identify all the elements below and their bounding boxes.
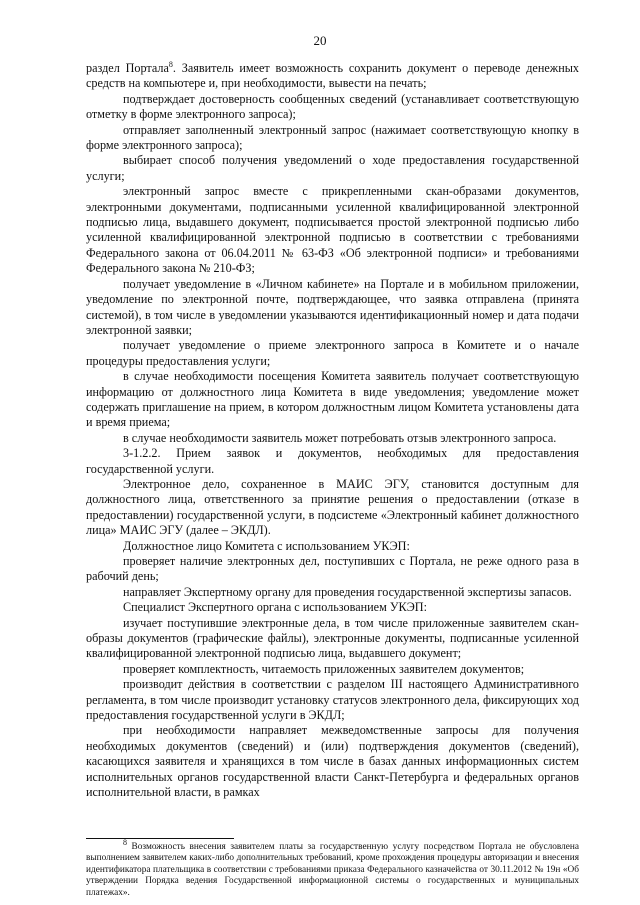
paragraph-4: выбирает способ получения уведомлений о ходе предоставления государственной услуги; (86, 153, 579, 183)
page-number: 20 (313, 33, 327, 48)
paragraph-16: изучает поступившие электронные дела, в том числе приложенные заявителем скан-образы документов (графические файлы), электронные документы, подписанные усиленной квалифицированной электронной подписью лица, выдавшего документ; (86, 615, 579, 661)
paragraph-3: отправляет заполненный электронный запрос (нажимает соответствующую кнопку в форме электронного запроса); (86, 122, 579, 153)
footnote-marker: 8 (123, 837, 127, 847)
footnote-reference: 8 (168, 59, 173, 69)
footnote (86, 837, 579, 899)
paragraph-13: проверяет наличие электронных дел, поступивших с Портала, не реже одного раза в рабочий день; (86, 554, 579, 584)
body-text (86, 61, 579, 801)
paragraph-7: получает уведомление о приеме электронного запроса в Комитете и о начале процедуры предоставления услуги; (86, 338, 579, 368)
paragraph-text: раздел Портала (86, 61, 169, 75)
paragraph-11: Электронное дело, сохраненное в МАИС ЭГУ, становится доступным для должностного лица, ответственного за принятие решения о предоставлении (отказе в предоставлении) государственной услуги, в подсистеме «Электронный кабинет должностного лица» МАИС ЭГУ (далее – ЭКДЛ). (86, 476, 579, 538)
paragraph-8: в случае необходимости посещения Комитета заявитель получает соответствующую информацию от должностного лица Комитета в виде уведомления; уведомление может содержать приглашение на прием, в котором должностным лицом Комитета установлены дата и время приема; (86, 369, 579, 430)
paragraph-19: при необходимости направляет межведомственные запросы для получения необходимых документов (сведений) и (или) подтверждения документов (сведений), касающихся заявителя и хранящихся в том числе в базах данных информационных систем исполнительных органов государственной власти Санкт-Петербурга и федеральных органов исполнительной власти, в рамках (86, 723, 579, 800)
paragraph-text-tail: . Заявитель имеет возможность сохранить документ о переводе денежных средств на компьютере и, при необходимости, вывести на печать; (86, 61, 579, 91)
paragraph-9: в случае необходимости заявитель может потребовать отзыв электронного запроса. (123, 430, 557, 445)
footnote-divider (86, 838, 234, 839)
paragraph-18: производит действия в соответствии с разделом III настоящего Административного регламента, в том числе производит установку статусов электронного дела, фиксирующих ход предоставления государственной услуги в ЭКДЛ; (86, 677, 579, 723)
footnote-text: Возможность внесения заявителем платы за государственную услугу посредством Портала не обусловлена выполнением заявителем каких-либо дополнительных требований, кроме прохождения процедуры авторизации и внесения идентификатора плательщика в соответствии с требованиями приказа Федерального казначейства от 30.11.2012 № 19н «Об утверждении Порядка ведения Государственной информационной системы о государственных и муниципальных платежах». (86, 842, 579, 898)
paragraph-2: подтверждает достоверность сообщенных сведений (устанавливает соответствующую отметку в форме электронного запроса); (86, 91, 579, 122)
paragraph-5: электронный запрос вместе с прикрепленными скан-образами документов, электронными документами, подписанными усиленной квалифицированной электронной подписью лица, выдавшего документ, подписывается простой электронной подписью либо усиленной квалифицированной электронной подписью в соответствии с требованиями Федерального закона от 06.04.2011 № 63-ФЗ «Об электронной подписи» и требованиями Федерального закона № 210-ФЗ; (86, 184, 579, 276)
paragraph-6: получает уведомление в «Личном кабинете» на Портале и в мобильном приложении, уведомление по электронной почте, подтверждающее, что заявка отправлена (принята системой), в том числе в уведомлении указываются идентификационный номер и дата подачи электронной заявки; (86, 276, 579, 337)
paragraph-14: направляет Экспертному органу для проведения государственной экспертизы запасов. (123, 584, 572, 599)
paragraph-12: Должностное лицо Комитета с использованием УКЭП: (123, 538, 410, 553)
paragraph-1 (86, 61, 579, 92)
paragraph-15: Специалист Экспертного органа с использованием УКЭП: (123, 600, 427, 615)
section-heading: 3-1.2.2. Прием заявок и документов, необходимых для предоставления государственной услуги. (86, 446, 579, 476)
paragraph-17: проверяет комплектность, читаемость приложенных заявителем документов; (123, 661, 525, 676)
